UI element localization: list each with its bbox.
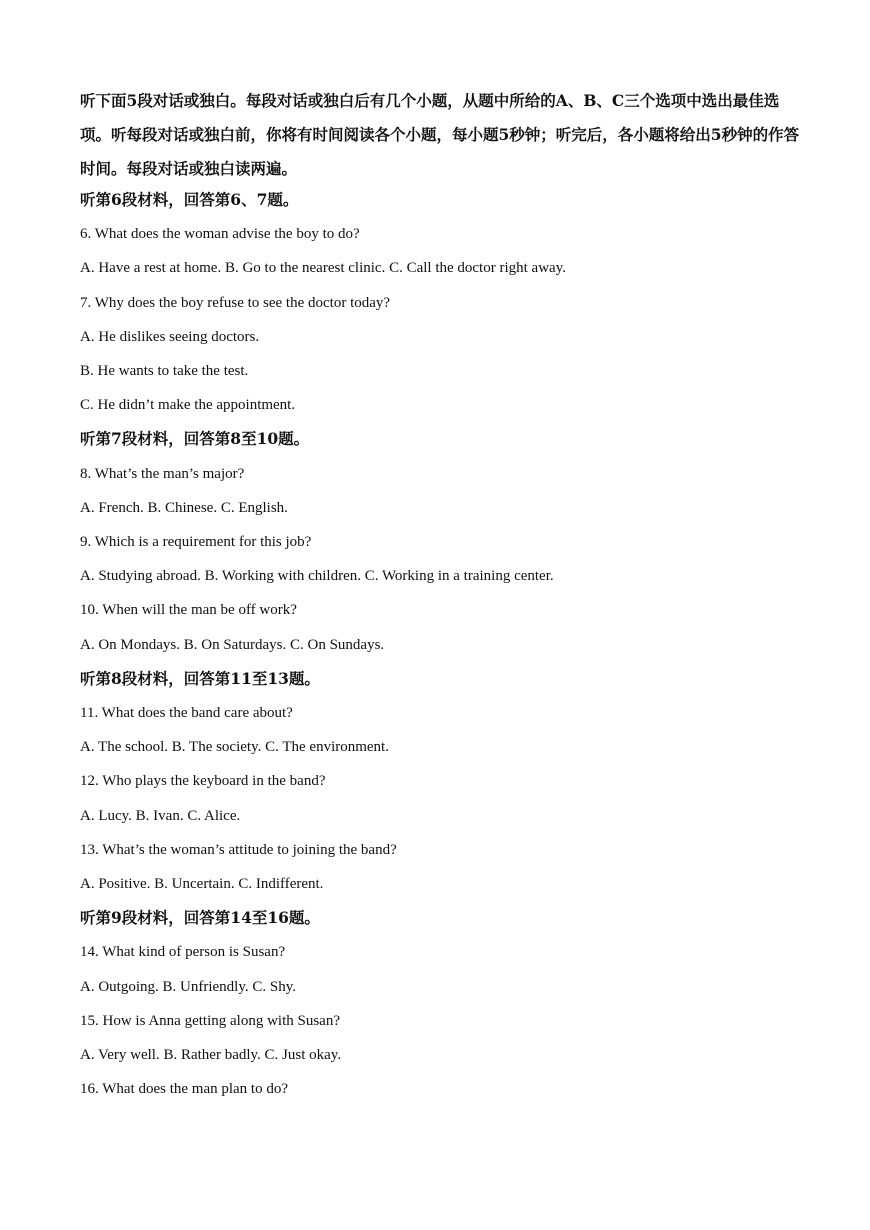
question-text: 9. Which is a requirement for this job? [80,534,312,550]
answer-options: A. Outgoing. B. Unfriendly. C. Shy. [80,979,296,995]
question-text: 13. What’s the woman’s attitude to joining the band? [80,842,397,858]
answer-options: A. Very well. B. Rather badly. C. Just okay. [80,1047,342,1063]
question-text: 8. What’s the man’s major? [80,466,245,482]
question-text: 16. What does the man plan to do? [80,1081,289,1097]
answer-options: A. On Mondays. B. On Saturdays. C. On Sundays. [80,637,385,653]
answer-options: A. He dislikes seeing doctors. [80,329,260,345]
answer-options: A. The school. B. The society. C. The environment. [80,739,389,755]
section-heading: 听第8段材料，回答第11至13题。 [80,669,320,688]
section-heading: 听第7段材料，回答第8至10题。 [80,429,310,448]
answer-options: A. French. B. Chinese. C. English. [80,500,288,516]
answer-options: C. He didn’t make the appointment. [80,397,296,413]
section-instructions: 听下面5段对话或独白。每段对话或独白后有几个小题，从题中所给的A、B、C三个选项中选出最佳选项。听每段对话或独白前，你将有时间阅读各个小题，每小题5秒钟；听完后，各小题将给出5秒钟的作答时间。每段对话或独白读两遍。 [80,91,800,178]
question-text: 12. Who plays the keyboard in the band? [80,773,326,789]
answer-options: A. Have a rest at home. B. Go to the nearest clinic. C. Call the doctor right away. [80,260,566,276]
answer-options: A. Positive. B. Uncertain. C. Indifferent. [80,876,324,892]
question-text: 11. What does the band care about? [80,705,293,721]
answer-options: A. Studying abroad. B. Working with children. C. Working in a training center. [80,568,554,584]
answer-options: A. Lucy. B. Ivan. C. Alice. [80,808,241,824]
question-text: 10. When will the man be off work? [80,602,297,618]
answer-options: B. He wants to take the test. [80,363,249,379]
question-text: 6. What does the woman advise the boy to do? [80,226,360,242]
section-heading: 听第6段材料，回答第6、7题。 [80,190,299,209]
section-heading: 听第9段材料，回答第14至16题。 [80,908,320,927]
question-text: 15. How is Anna getting along with Susan? [80,1013,340,1029]
question-text: 14. What kind of person is Susan? [80,944,286,960]
question-text: 7. Why does the boy refuse to see the doctor today? [80,295,391,311]
